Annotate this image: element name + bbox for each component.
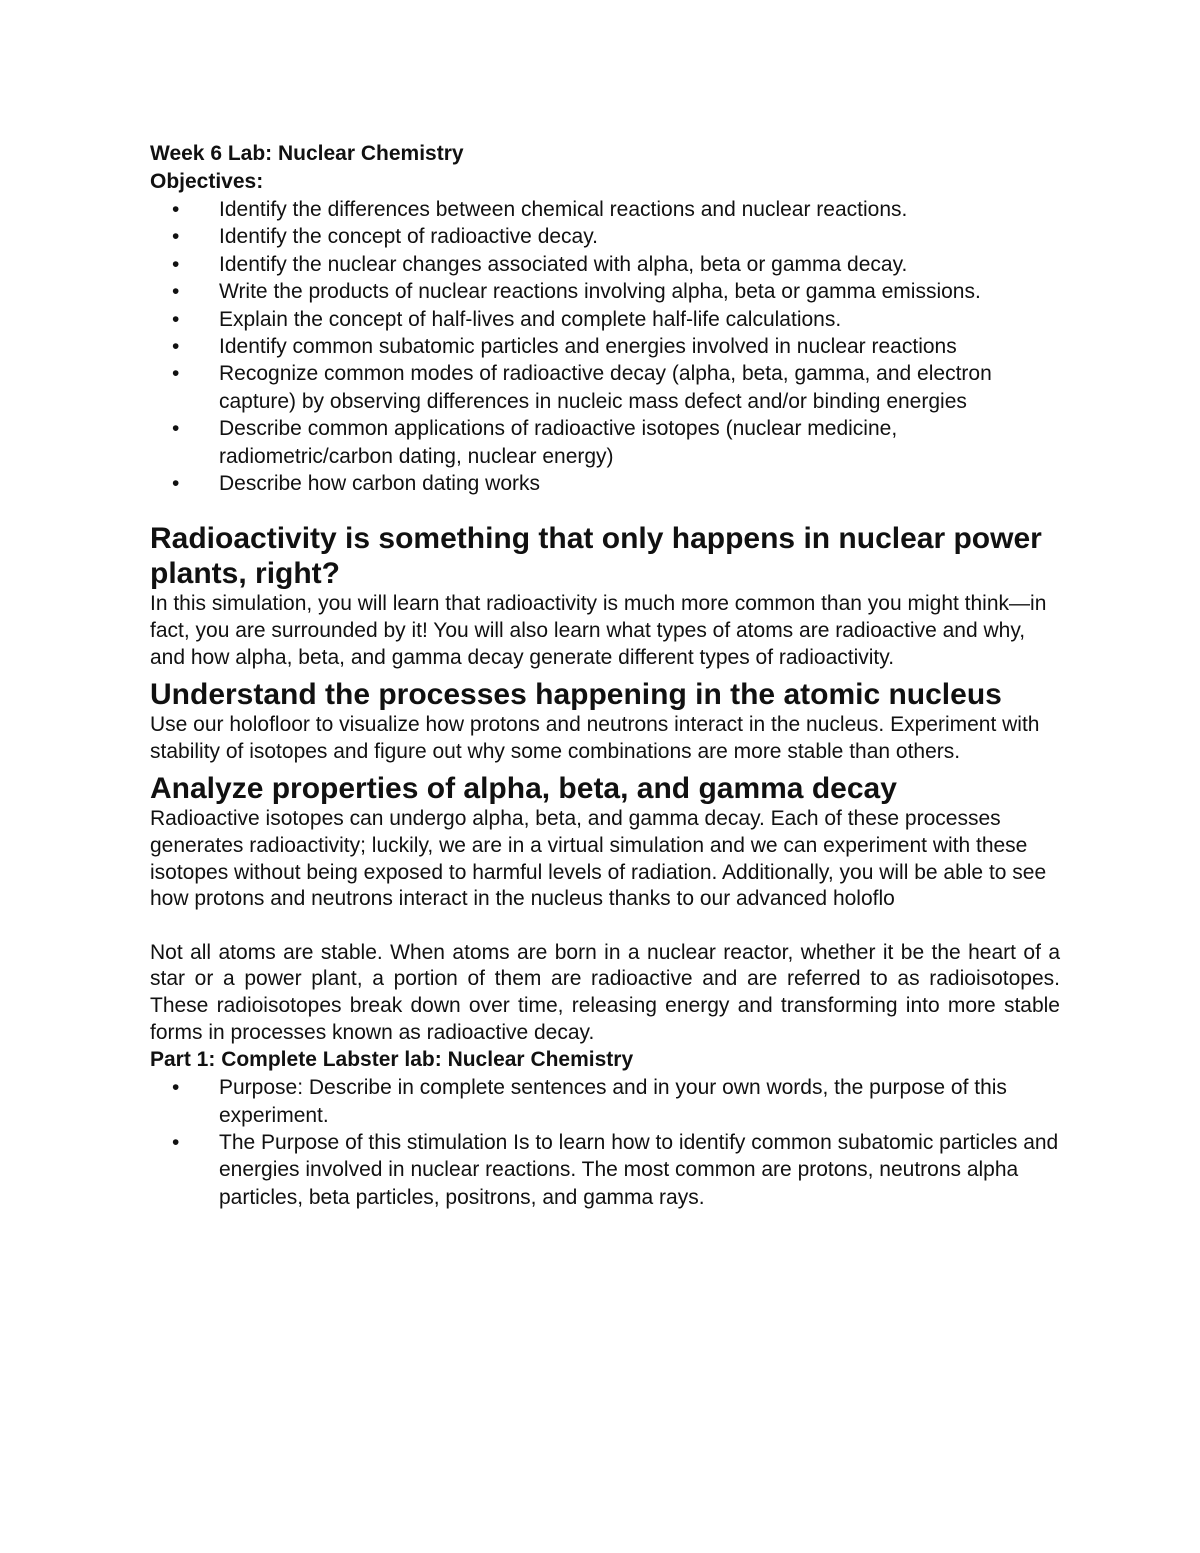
objective-text: Write the products of nuclear reactions involving alpha, beta or gamma emissions. xyxy=(219,280,981,304)
bullet-icon: • xyxy=(172,335,180,359)
section-heading-radioactivity: Radioactivity is something that only happens in nuclear power plants, right? xyxy=(150,522,1042,591)
bullet-icon: • xyxy=(172,472,180,496)
objectives-label: Objectives: xyxy=(150,170,264,193)
objective-text: Describe how carbon dating works xyxy=(219,472,540,496)
bullet-icon: • xyxy=(172,280,180,304)
part1-item-text: The Purpose of this stimulation Is to learn how to identify common subatomic particles and energies involved in nuclear reactions. The most common are protons, neutrons alpha particles, beta particles, positrons, and gamma rays. xyxy=(219,1131,1059,1209)
list-item xyxy=(150,415,1060,470)
list-item xyxy=(150,251,1060,278)
part1-heading: Part 1: Complete Labster lab: Nuclear Chemistry xyxy=(150,1048,634,1072)
intro-paragraph: Not all atoms are stable. When atoms are born in a nuclear reactor, whether it be the heart of a star or a power plant, a portion of them are radioactive and are referred to as radioisotopes. These radioisotopes break down over time, releasing energy and transforming into more stable forms in processes known as radioactive decay. xyxy=(150,940,1060,1044)
bullet-icon: • xyxy=(172,1076,180,1100)
bullet-icon: • xyxy=(172,198,180,221)
list-item xyxy=(150,306,1060,333)
objective-text: Describe common applications of radioactive isotopes (nuclear medicine, radiometric/carbon dating, nuclear energy) xyxy=(219,417,898,468)
objective-text: Identify the concept of radioactive decay. xyxy=(219,225,599,249)
document-page xyxy=(150,140,1060,1211)
list-item xyxy=(150,196,1060,223)
list-item xyxy=(150,1129,1060,1211)
list-item xyxy=(150,1074,1060,1129)
section-body-decay-properties: Radioactive isotopes can undergo alpha, beta, and gamma decay. Each of these processes generates radioactivity; luckily, we are in a virtual simulation and we can experiment with these isotopes without being exposed to harmful levels of radiation. Additionally, you will be able to see how protons and neutrons interact in the nucleus thanks to our advanced holoflo xyxy=(150,807,1047,911)
list-item xyxy=(150,278,1060,305)
bullet-icon: • xyxy=(172,1131,180,1154)
list-item xyxy=(150,470,1060,497)
bullet-icon: • xyxy=(172,362,180,386)
document-title: Week 6 Lab: Nuclear Chemistry xyxy=(150,142,464,165)
objective-text: Identify common subatomic particles and energies involved in nuclear reactions xyxy=(219,335,957,359)
objective-text: Identify the nuclear changes associated with alpha, beta or gamma decay. xyxy=(219,252,908,276)
objective-text: Recognize common modes of radioactive decay (alpha, beta, gamma, and electron capture) by observing differences in nucleic mass defect and/or binding energies xyxy=(219,362,992,413)
list-item xyxy=(150,223,1060,250)
objectives-list xyxy=(150,196,1060,497)
list-item xyxy=(150,360,1060,415)
bullet-icon: • xyxy=(172,307,180,331)
bullet-icon: • xyxy=(172,252,180,276)
bullet-icon: • xyxy=(172,417,180,441)
section-heading-atomic-nucleus: Understand the processes happening in the atomic nucleus xyxy=(150,678,1002,712)
part1-item-text: Purpose: Describe in complete sentences and in your own words, the purpose of this experiment. xyxy=(219,1076,1007,1127)
section-heading-decay-properties: Analyze properties of alpha, beta, and gamma decay xyxy=(150,772,897,806)
section-body-radioactivity: In this simulation, you will learn that radioactivity is much more common than you might think—in fact, you are surrounded by it! You will also learn what types of atoms are radioactive and why, and how alpha, beta, and gamma decay generate different types of radioactivity. xyxy=(150,592,1047,669)
section-body-atomic-nucleus: Use our holofloor to visualize how protons and neutrons interact in the nucleus. Experiment with stability of isotopes and figure out why some combinations are more stable than others. xyxy=(150,713,1040,763)
objective-text: Identify the differences between chemical reactions and nuclear reactions. xyxy=(219,198,908,221)
part1-list xyxy=(150,1074,1060,1211)
objective-text: Explain the concept of half-lives and complete half-life calculations. xyxy=(219,307,842,331)
bullet-icon: • xyxy=(172,225,180,249)
list-item xyxy=(150,333,1060,360)
